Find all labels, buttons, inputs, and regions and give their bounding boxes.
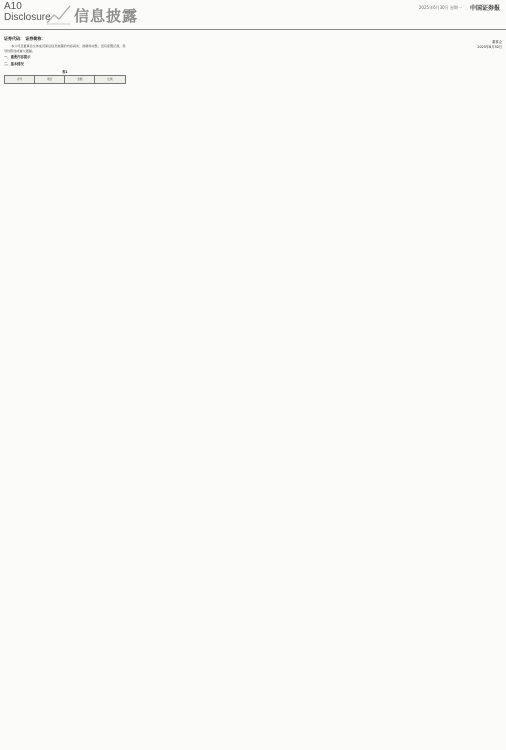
newspaper-masthead: 中国证券报	[469, 5, 500, 12]
table-title: 表1	[61, 70, 68, 75]
signature: 董事会	[492, 40, 502, 44]
column-2	[130, 36, 252, 742]
column-4	[381, 36, 503, 742]
page-header	[0, 0, 506, 30]
column-3	[255, 36, 377, 742]
section-heading: 一、重要内容提示	[4, 55, 31, 60]
header-right	[419, 3, 500, 12]
table-header-row	[5, 76, 126, 84]
content-columns	[4, 36, 502, 742]
column-1	[4, 36, 126, 742]
data-table	[4, 75, 126, 84]
table-header-cell: 项目	[35, 76, 65, 84]
table-header-cell: 序号	[5, 76, 35, 84]
header-rule	[0, 29, 506, 30]
signature-date: 2025年6月30日	[477, 44, 502, 49]
section-name-en: Disclosure	[4, 12, 51, 23]
chart-motif-icon	[46, 3, 72, 25]
page-number: A10	[4, 1, 22, 12]
section-heading: 二、基本情况	[4, 61, 24, 66]
table-header-cell: 金额	[65, 76, 95, 84]
table-header-cell: 比例	[95, 76, 125, 84]
notice-title: 证券代码： 证券简称：	[4, 36, 46, 41]
notice-paragraph: 本公司及董事会全体成员保证信息披露的内容真实、准确和完整，没有虚假记载、误导性陈述或重大遗漏。	[4, 44, 126, 53]
section-name-cn: 信息披露	[74, 7, 139, 25]
issue-date: 2025年6月30日 星期一	[418, 4, 462, 10]
